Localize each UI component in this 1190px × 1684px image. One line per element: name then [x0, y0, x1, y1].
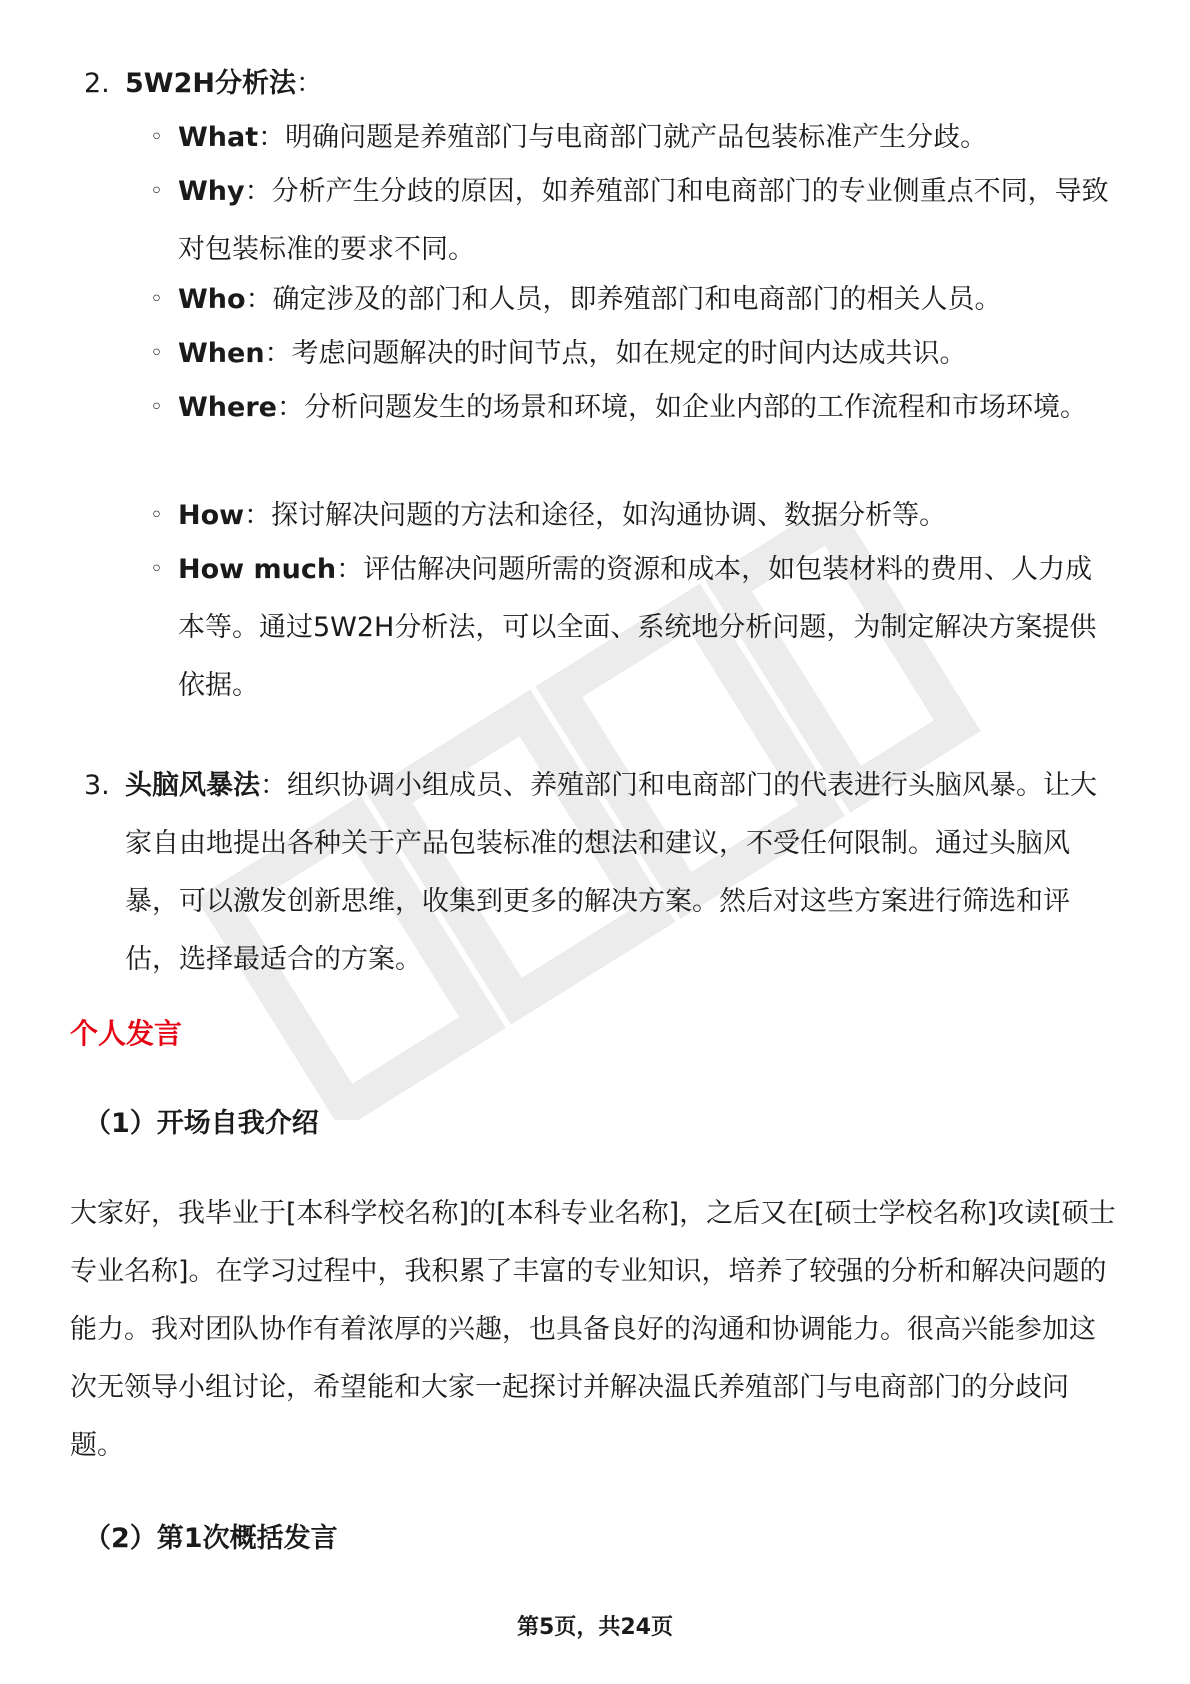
item-title: 5W2H分析法 — [125, 68, 296, 99]
bullet-text: ：分析产生分歧的原因，如养殖部门和电商部门的专业侧重点不同，导致对包装标准的要求不同。 — [178, 176, 1109, 265]
bullet-circle-icon: ◦ — [150, 557, 163, 582]
bullet-circle-icon: ◦ — [150, 287, 163, 312]
bullet-where — [150, 379, 1115, 437]
item-number: 2. — [84, 68, 110, 99]
numbered-item-3 — [84, 757, 1114, 989]
bullet-when — [150, 325, 1115, 383]
bullet-text: ：评估解决问题所需的资源和成本，如包装材料的费用、人力成本等。通过5W2H分析法，可以全面、系统地分析问题，为制定解决方案提供依据。 — [178, 554, 1097, 701]
bullet-label: Where — [178, 392, 277, 423]
bullet-text: ：明确问题是养殖部门与电商部门就产品包装标准产生分歧。 — [258, 122, 988, 153]
bullet-circle-icon: ◦ — [150, 179, 163, 204]
bullet-label: When — [178, 338, 265, 369]
item-number: 3. — [84, 770, 110, 801]
bullet-label: Why — [178, 176, 245, 207]
bullet-circle-icon: ◦ — [150, 503, 163, 528]
bullet-circle-icon: ◦ — [150, 125, 163, 150]
subsection-title-intro: （1）开场自我介绍 — [84, 1108, 319, 1139]
bullet-text: ：确定涉及的部门和人员，即养殖部门和电商部门的相关人员。 — [245, 284, 1002, 315]
section-title: 个人发言 — [70, 1017, 183, 1050]
bullet-label: Who — [178, 284, 246, 315]
bullet-text: ：考虑问题解决的时间节点，如在规定的时间内达成共识。 — [264, 338, 967, 369]
bullet-circle-icon: ◦ — [150, 395, 163, 420]
item-title: 头脑风暴法 — [125, 770, 260, 801]
bullet-text: ：探讨解决问题的方法和途径，如沟通协调、数据分析等。 — [244, 500, 947, 531]
bullet-why — [150, 163, 1115, 279]
bullet-label: What — [178, 122, 259, 153]
numbered-item-2 — [84, 55, 1114, 113]
bullet-text: ：分析问题发生的场景和环境，如企业内部的工作流程和市场环境。 — [276, 392, 1087, 423]
bullet-how-much — [150, 541, 1115, 715]
intro-paragraph: 大家好，我毕业于[本科学校名称]的[本科专业名称]，之后又在[硕士学校名称]攻读[硕士专业名称]。在学习过程中，我积累了丰富的专业知识，培养了较强的分析和解决问题的能力。我对团队协作有着浓厚的兴趣，也具备良好的沟通和协调能力。很高兴能参加这次无领导小组讨论，希望能和大家一起探讨并解决温氏养殖部门与电商部门的分歧问题。 — [70, 1198, 1116, 1461]
bullet-how — [150, 487, 1115, 545]
bullet-label: How — [178, 500, 245, 531]
item-colon: ： — [295, 68, 323, 99]
page-number-footer: 第5页，共24页 — [517, 1615, 673, 1640]
bullet-who — [150, 271, 1115, 329]
bullet-what — [150, 109, 1115, 167]
bullet-label: How much — [178, 554, 337, 585]
bullet-circle-icon: ◦ — [150, 341, 163, 366]
item-text: ：组织协调小组成员、养殖部门和电商部门的代表进行头脑风暴。让大家自由地提出各种关于产品包装标准的想法和建议，不受任何限制。通过头脑风暴，可以激发创新思维，收集到更多的解决方案。然后对这些方案进行筛选和评估，选择最适合的方案。 — [125, 770, 1097, 975]
subsection-title-summary: （2）第1次概括发言 — [84, 1523, 338, 1554]
